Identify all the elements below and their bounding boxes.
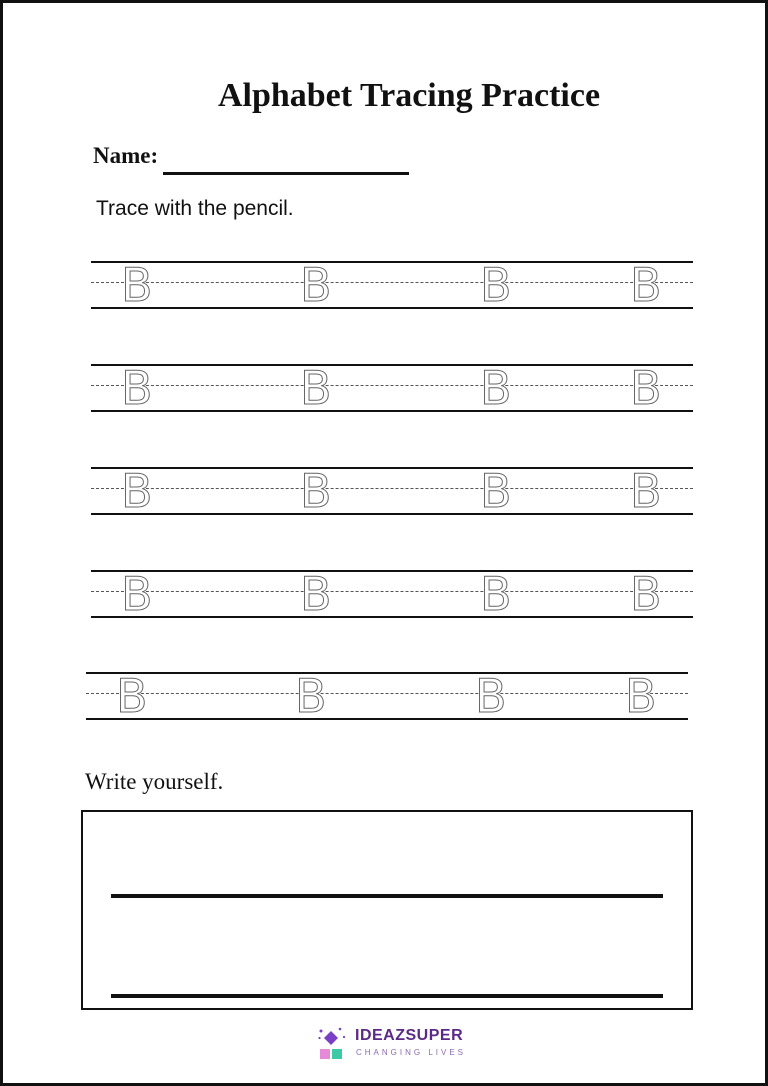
trace-letter[interactable]: B [630,258,662,312]
guide-line-dashed [91,488,693,489]
guide-line-dashed [91,591,693,592]
brand-logo [318,1027,478,1061]
trace-letter[interactable]: B [116,669,148,723]
trace-letter[interactable]: B [480,258,512,312]
name-label: Name: [93,143,159,168]
purple-diamond-and-squares-logo-icon [318,1027,346,1061]
writing-line[interactable] [111,994,663,998]
brand-tagline: CHANGING LIVES [356,1048,467,1057]
trace-letter[interactable]: B [121,567,153,621]
brand-name: IDEAZSUPER [355,1027,464,1044]
trace-letter[interactable]: B [121,361,153,415]
guide-line-dashed [91,385,693,386]
tracing-row [91,464,693,518]
trace-letter[interactable]: B [480,361,512,415]
trace-letter[interactable]: B [121,258,153,312]
tracing-row [86,669,688,723]
trace-letter[interactable]: B [300,258,332,312]
guide-line-dashed [86,693,688,694]
guide-line-top [91,364,693,366]
guide-line-top [91,570,693,572]
guide-line-top [91,261,693,263]
trace-letter[interactable]: B [480,567,512,621]
page-title: Alphabet Tracing Practice [217,77,601,114]
trace-letter[interactable]: B [300,567,332,621]
guide-line-bottom [91,513,693,515]
trace-letter[interactable]: B [625,669,657,723]
tracing-row [91,361,693,415]
trace-letter[interactable]: B [475,669,507,723]
trace-letter[interactable]: B [121,464,153,518]
trace-letter[interactable]: B [300,464,332,518]
guide-line-bottom [86,718,688,720]
guide-line-bottom [91,307,693,309]
trace-letter[interactable]: B [295,669,327,723]
name-field-line[interactable] [163,172,409,175]
trace-letter[interactable]: B [630,361,662,415]
guide-line-top [91,467,693,469]
guide-line-bottom [91,616,693,618]
write-instruction: Write yourself. [85,769,224,794]
guide-line-dashed [91,282,693,283]
tracing-row [91,258,693,312]
trace-letter[interactable]: B [630,567,662,621]
trace-letter[interactable]: B [480,464,512,518]
write-box[interactable] [81,810,693,1010]
tracing-row [91,567,693,621]
trace-letter[interactable]: B [630,464,662,518]
writing-line[interactable] [111,894,663,898]
guide-line-bottom [91,410,693,412]
trace-letter[interactable]: B [300,361,332,415]
trace-instruction: Trace with the pencil. [96,197,294,220]
guide-line-top [86,672,688,674]
